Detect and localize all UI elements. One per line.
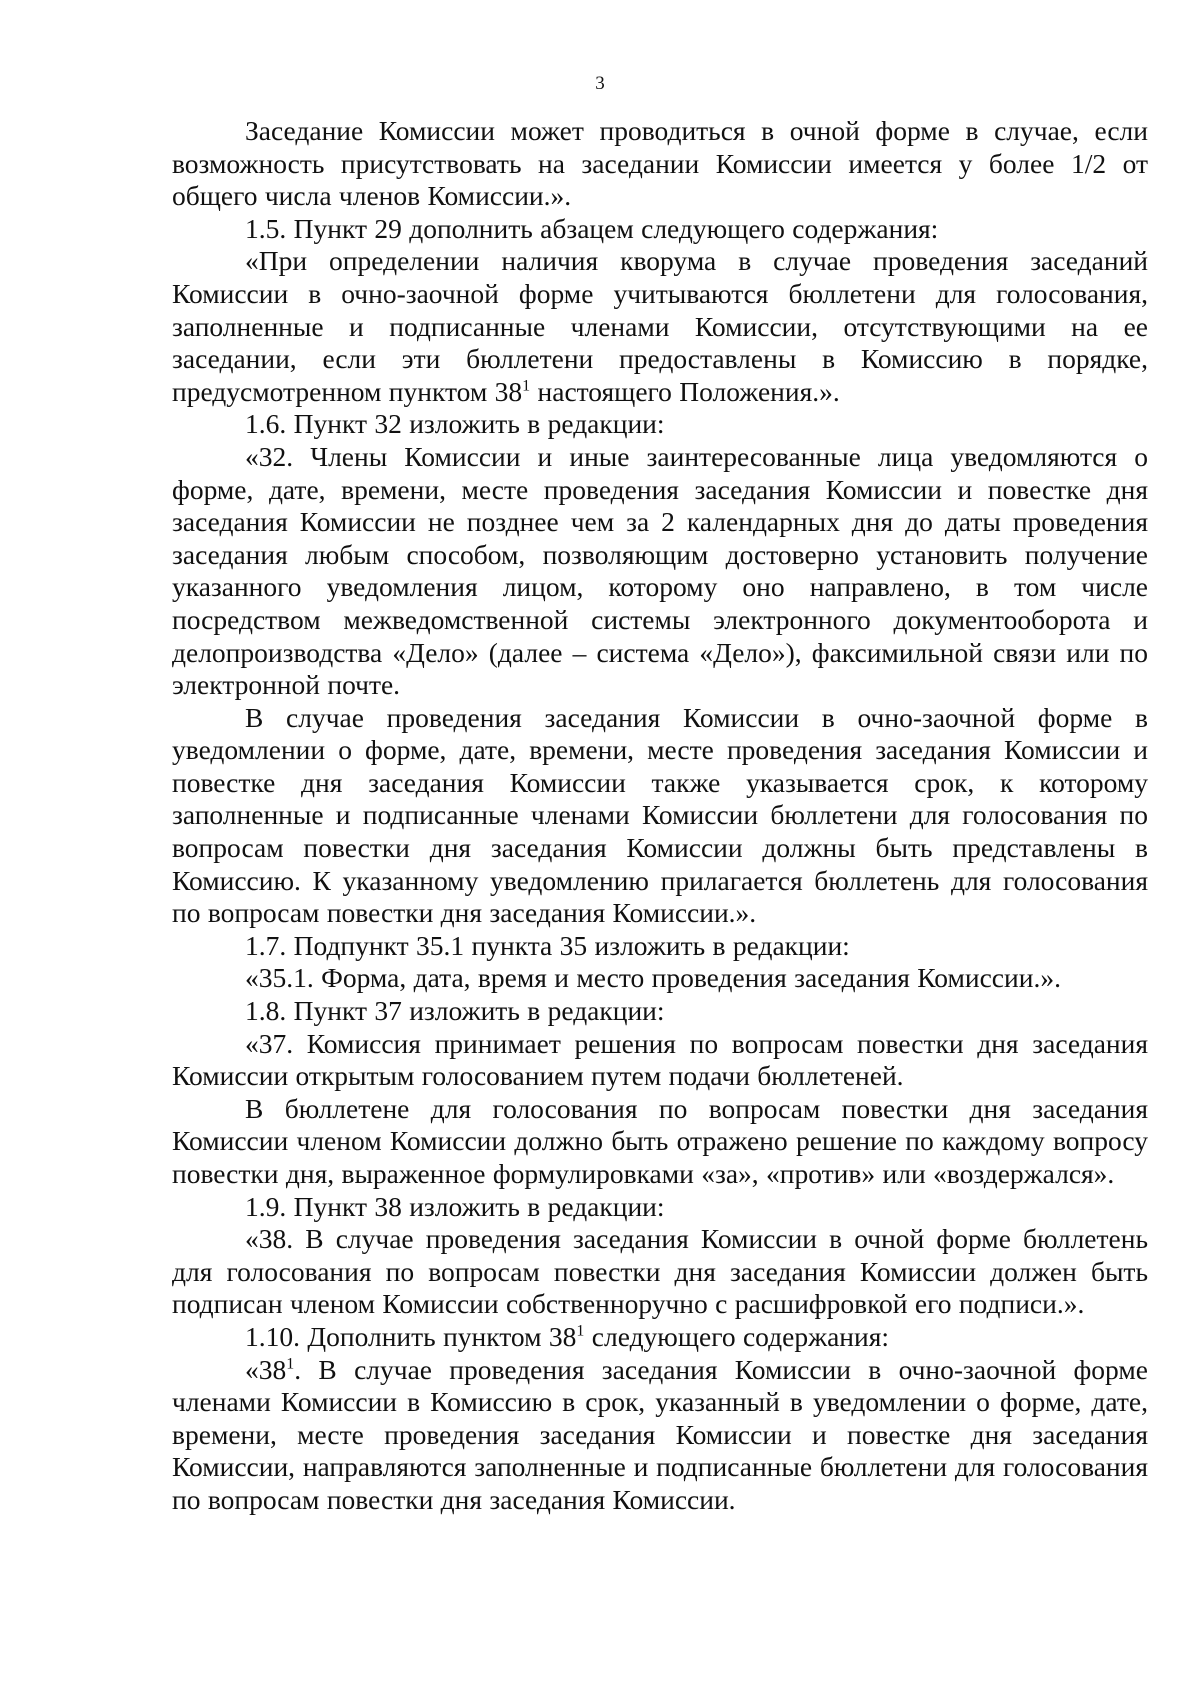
paragraph-item-1-10-text-after: следующего содержания: (584, 1320, 889, 1352)
paragraph-item-38-1 (172, 1354, 1148, 1517)
page-number: 3 (595, 73, 605, 94)
paragraph-item-35-1: «35.1. Форма, дата, время и место проведения заседания Комиссии.». (245, 962, 1061, 994)
paragraph-item-37-voting: «37. Комиссия принимает решения по вопросам повестки дня заседания Комиссии открытым голосованием путем подачи бюллетеней. (172, 1027, 1148, 1092)
paragraph-item-1-10 (172, 1321, 1148, 1354)
document-body (172, 115, 1148, 1517)
paragraph-quorum-ballots-text-before: «При определении наличия кворума в случае проведения заседаний Комиссии в очно-заочной форме учитываются бюллетени для голосования, заполненные и подписанные членами Комиссии, отсутствующими на ее заседании, если эти бюллетени предоставлены в Комиссию в порядке, предусмотренном пунктом 38 (172, 245, 1148, 407)
superscript-1: 1 (522, 377, 531, 395)
paragraph-meeting-in-person-condition: Заседание Комиссии может проводиться в очной форме в случае, если возможность присутствовать на заседании Комиссии имеется у более 1/2 от общего числа членов Комиссии.». (172, 115, 1148, 212)
paragraph-item-38-1-text-before: «38 (245, 1353, 287, 1385)
superscript-1: 1 (286, 1355, 295, 1373)
paragraph-item-38-signature: «38. В случае проведения заседания Комиссии в очной форме бюллетень для голосования по вопросам повестки дня заседания Комиссии должен быть подписан членом Комиссии собственноручно с расшифровкой его подписи.». (172, 1223, 1148, 1320)
paragraph-item-32-notification: «32. Члены Комиссии и иные заинтересованные лица уведомляются о форме, дате, времени, месте проведения заседания Комиссии и повестке дня заседания Комиссии не позднее чем за 2 календарных дня до даты проведения заседания любым способом, позволяющим достоверно установить получение указанного уведомления лицом, которому оно направлено, в том числе посредством межведомственной системы электронного документооборота и делопроизводства «Дело» (далее – система «Дело»), факсимильной связи или по электронной почте. (172, 440, 1148, 701)
paragraph-item-1-7: 1.7. Подпункт 35.1 пункта 35 изложить в редакции: (245, 929, 850, 961)
paragraph-ballot-deadline: В случае проведения заседания Комиссии в очно-заочной форме в уведомлении о форме, дате, времени, месте проведения заседания Комиссии и повестке дня заседания Комиссии также указывается срок, к которому заполненные и подписанные членами Комиссии бюллетени для голосования по вопросам повестки дня заседания Комиссии должны быть представлены в Комиссию. К указанному уведомлению прилагается бюллетень для голосования по вопросам повестки дня заседания Комиссии.». (172, 701, 1148, 929)
paragraph-item-1-5: 1.5. Пункт 29 дополнить абзацем следующего содержания: (245, 212, 939, 244)
paragraph-ballot-decision-options: В бюллетене для голосования по вопросам повестки дня заседания Комиссии членом Комиссии должно быть отражено решение по каждому вопросу повестки дня, выраженное формулировками «за», «против» или «воздержался». (172, 1092, 1148, 1189)
paragraph-item-1-9: 1.9. Пункт 38 изложить в редакции: (245, 1190, 665, 1222)
paragraph-item-1-6: 1.6. Пункт 32 изложить в редакции: (245, 408, 665, 440)
paragraph-item-1-10-text-before: 1.10. Дополнить пунктом 38 (245, 1320, 577, 1352)
paragraph-item-1-8: 1.8. Пункт 37 изложить в редакции: (245, 995, 665, 1027)
paragraph-item-38-1-text-after: . В случае проведения заседания Комиссии в очно-заочной форме членами Комиссии в Комиссию в срок, указанный в уведомлении о форме, дате, времени, месте проведения заседания Комиссии и повестке дня заседания Комиссии, направляются заполненные и подписанные бюллетени для голосования по вопросам повестки дня заседания Комиссии. (172, 1353, 1148, 1515)
paragraph-quorum-ballots-text-after: настоящего Положения.». (530, 375, 840, 407)
superscript-1: 1 (576, 1322, 585, 1340)
paragraph-quorum-ballots (172, 245, 1148, 408)
